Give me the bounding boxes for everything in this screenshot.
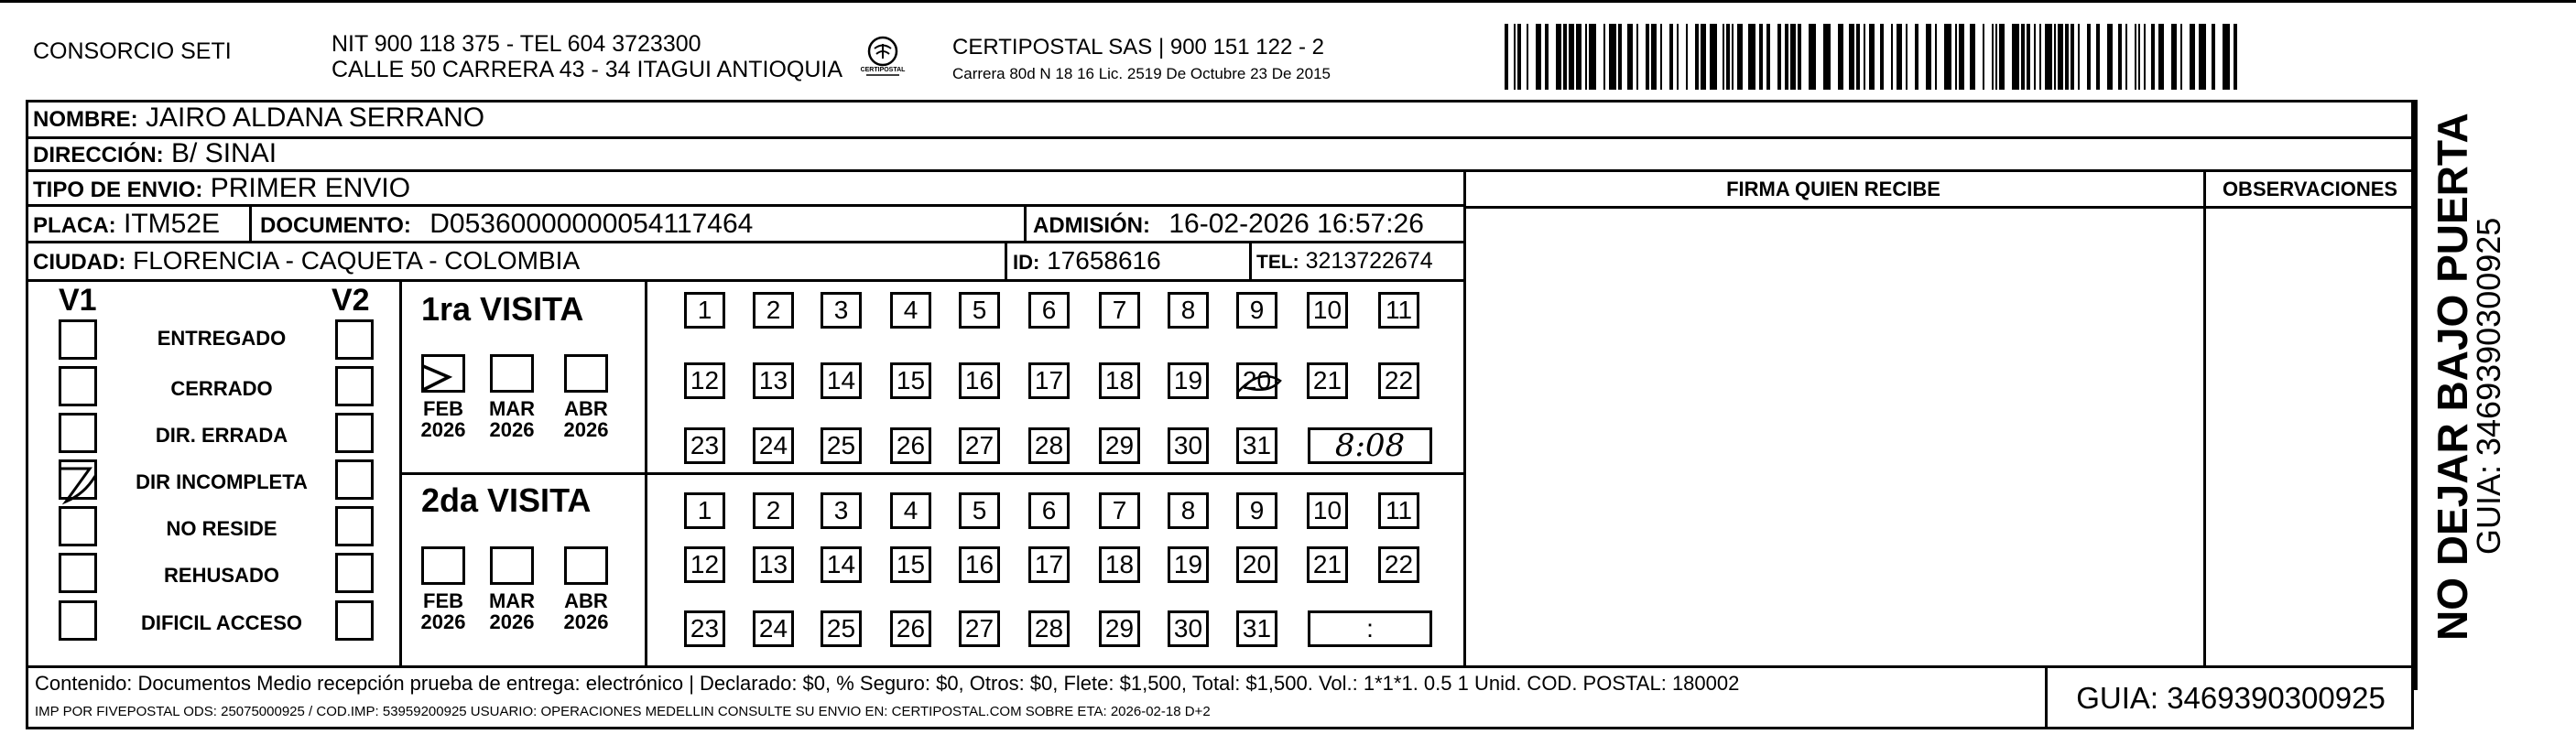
month-year: 2026 — [420, 610, 466, 634]
ship-type-label: TIPO DE ENVIO: — [33, 178, 203, 202]
day-box[interactable]: 1 — [684, 292, 725, 329]
day-box[interactable]: 28 — [1028, 610, 1070, 647]
day-box[interactable]: 27 — [959, 427, 1000, 464]
month-name: FEB — [423, 589, 463, 612]
day-box[interactable]: 26 — [890, 610, 931, 647]
status-label: REHUSADO — [164, 564, 279, 587]
document-label: DOCUMENTO: — [260, 213, 411, 238]
nit-line: NIT 900 118 375 - TEL 604 3723300 — [332, 31, 701, 57]
day-box[interactable]: 10 — [1307, 292, 1348, 329]
day-box[interactable]: 5 — [959, 292, 1000, 329]
day-box[interactable]: 14 — [821, 362, 862, 399]
day-box[interactable]: 9 — [1236, 492, 1277, 529]
carrier-line: CERTIPOSTAL SAS | 900 151 122 - 2 — [952, 35, 1324, 59]
day-box[interactable]: 10 — [1307, 492, 1348, 529]
day-box[interactable]: 8 — [1168, 492, 1209, 529]
day-box[interactable]: 22 — [1378, 362, 1419, 399]
day-box[interactable]: 1 — [684, 492, 725, 529]
day-box[interactable]: 5 — [959, 492, 1000, 529]
first-visit-title: 1ra VISITA — [421, 290, 584, 328]
v2-label: V2 — [332, 283, 370, 318]
side-guide: GUIA: 3469390300925 — [2470, 217, 2507, 555]
day-box[interactable]: 6 — [1028, 492, 1070, 529]
check-mark-dir-incompleta — [59, 469, 95, 502]
status-label: DIR. ERRADA — [155, 424, 288, 447]
day-box[interactable]: 19 — [1168, 362, 1209, 399]
day-box[interactable]: 23 — [684, 427, 725, 464]
status-label: ENTREGADO — [157, 327, 287, 350]
day-box[interactable]: 31 — [1236, 610, 1277, 647]
month-year: 2026 — [563, 610, 609, 634]
address-label: DIRECCIÓN: — [33, 143, 164, 167]
time-box[interactable]: : — [1308, 610, 1432, 647]
day-box[interactable]: 26 — [890, 427, 931, 464]
logo-text: CERTIPOSTAL — [860, 67, 906, 73]
day-box[interactable]: 27 — [959, 610, 1000, 647]
license-line: Carrera 80d N 18 16 Lic. 2519 De Octubre 23 De 2015 — [952, 65, 1331, 82]
day-box[interactable]: 2 — [753, 492, 794, 529]
name-label: NOMBRE: — [33, 107, 138, 132]
status-label: DIR INCOMPLETA — [136, 470, 308, 493]
v1-label: V1 — [59, 283, 97, 318]
day-box[interactable]: 24 — [753, 610, 794, 647]
day-box[interactable]: 12 — [684, 362, 725, 399]
day-box[interactable]: 3 — [821, 492, 862, 529]
tel: 3213722674 — [1305, 248, 1433, 274]
admission: 16-02-2026 16:57:26 — [1168, 209, 1424, 239]
day-box[interactable]: 20 — [1236, 362, 1277, 399]
company-name: CONSORCIO SETI — [33, 38, 232, 64]
status-label: CERRADO — [170, 377, 273, 400]
footer-guide: GUIA: 3469390300925 — [2076, 681, 2386, 715]
month-name: ABR — [564, 589, 608, 612]
day-box[interactable]: 9 — [1236, 292, 1277, 329]
month-year: 2026 — [489, 610, 535, 634]
day-box[interactable]: 17 — [1028, 362, 1070, 399]
id-number: 17658616 — [1047, 246, 1161, 275]
ship-type: PRIMER ENVIO — [210, 173, 411, 203]
day-box[interactable]: 20 — [1236, 546, 1277, 583]
month-year: 2026 — [563, 418, 609, 442]
day-box[interactable]: 23 — [684, 610, 725, 647]
day-box[interactable]: 17 — [1028, 546, 1070, 583]
recipient-address: B/ SINAI — [171, 138, 277, 168]
day-20-mark — [1238, 376, 1280, 392]
month-name: ABR — [564, 397, 608, 420]
time-box[interactable]: 8:08 — [1308, 427, 1432, 464]
day-box[interactable]: 31 — [1236, 427, 1277, 464]
content-line: Contenido: Documentos Medio recepción prueba de entrega: electrónico | Declarado: $0, % Seguro: $0, Otros: $0, Flete: $1,500, Total: $1,500. Vol.: 1*1*1. 0.5 1 Unid. COD. POSTAL: 180002 — [35, 672, 1740, 695]
day-box[interactable]: 29 — [1099, 610, 1140, 647]
imp-line: IMP POR FIVEPOSTAL ODS: 25075000925 / COD.IMP: 53959200925 USUARIO: OPERACIONES MEDELLIN CONSULTE SU ENVIO EN: CERTIPOSTAL.COM SOBRE ETA: 2026-02-18 D+2 — [35, 704, 1211, 719]
tel-label: TEL: — [1256, 252, 1299, 273]
day-box[interactable]: 22 — [1378, 546, 1419, 583]
day-box[interactable]: 28 — [1028, 427, 1070, 464]
day-box[interactable]: 16 — [959, 546, 1000, 583]
day-box[interactable]: 14 — [821, 546, 862, 583]
document: D05360000000054117464 — [429, 209, 754, 239]
day-box[interactable]: 13 — [753, 362, 794, 399]
day-box[interactable]: 7 — [1099, 492, 1140, 529]
day-box[interactable]: 7 — [1099, 292, 1140, 329]
day-box[interactable]: 30 — [1168, 427, 1209, 464]
day-box[interactable]: 25 — [821, 427, 862, 464]
month-name: FEB — [423, 397, 463, 420]
day-box[interactable]: 30 — [1168, 610, 1209, 647]
day-box[interactable]: 18 — [1099, 546, 1140, 583]
status-label: DIFICIL ACCESO — [140, 611, 302, 634]
day-box[interactable]: 21 — [1307, 362, 1348, 399]
second-visit-title: 2da VISITA — [421, 481, 592, 519]
plate-label: PLACA: — [33, 213, 116, 238]
day-box[interactable]: 19 — [1168, 546, 1209, 583]
observations-header: OBSERVACIONES — [2222, 178, 2398, 200]
day-box[interactable]: 15 — [890, 362, 931, 399]
day-box[interactable]: 11 — [1378, 292, 1419, 329]
day-box[interactable]: 25 — [821, 610, 862, 647]
city: FLORENCIA - CAQUETA - COLOMBIA — [133, 246, 581, 275]
day-box[interactable]: 13 — [753, 546, 794, 583]
day-box[interactable]: 3 — [821, 292, 862, 329]
recipient-name: JAIRO ALDANA SERRANO — [146, 103, 485, 133]
plate: ITM52E — [124, 209, 221, 239]
month-name: MAR — [488, 397, 536, 420]
day-box[interactable]: 18 — [1099, 362, 1140, 399]
day-box[interactable]: 6 — [1028, 292, 1070, 329]
no-dejar-warning: NO DEJAR BAJO PUERTA — [2429, 113, 2476, 641]
day-box[interactable]: 24 — [753, 427, 794, 464]
day-box[interactable]: 11 — [1378, 492, 1419, 529]
id-label: ID: — [1013, 251, 1040, 274]
day-box[interactable]: 16 — [959, 362, 1000, 399]
day-box[interactable]: 4 — [890, 492, 931, 529]
day-box[interactable]: 12 — [684, 546, 725, 583]
day-box[interactable]: 21 — [1307, 546, 1348, 583]
month-year: 2026 — [489, 418, 535, 442]
day-box[interactable]: 8 — [1168, 292, 1209, 329]
signature-header: FIRMA QUIEN RECIBE — [1726, 178, 1940, 200]
admission-label: ADMISIÓN: — [1033, 213, 1150, 238]
day-box[interactable]: 4 — [890, 292, 931, 329]
month-name: MAR — [488, 589, 536, 612]
day-box[interactable]: 29 — [1099, 427, 1140, 464]
address-line: CALLE 50 CARRERA 43 - 34 ITAGUI ANTIOQUIA — [332, 57, 843, 82]
city-label: CIUDAD: — [33, 250, 126, 275]
day-box[interactable]: 15 — [890, 546, 931, 583]
day-box[interactable]: 2 — [753, 292, 794, 329]
month-year: 2026 — [420, 418, 466, 442]
check-mark-feb — [423, 366, 449, 390]
status-label: NO RESIDE — [166, 517, 277, 540]
